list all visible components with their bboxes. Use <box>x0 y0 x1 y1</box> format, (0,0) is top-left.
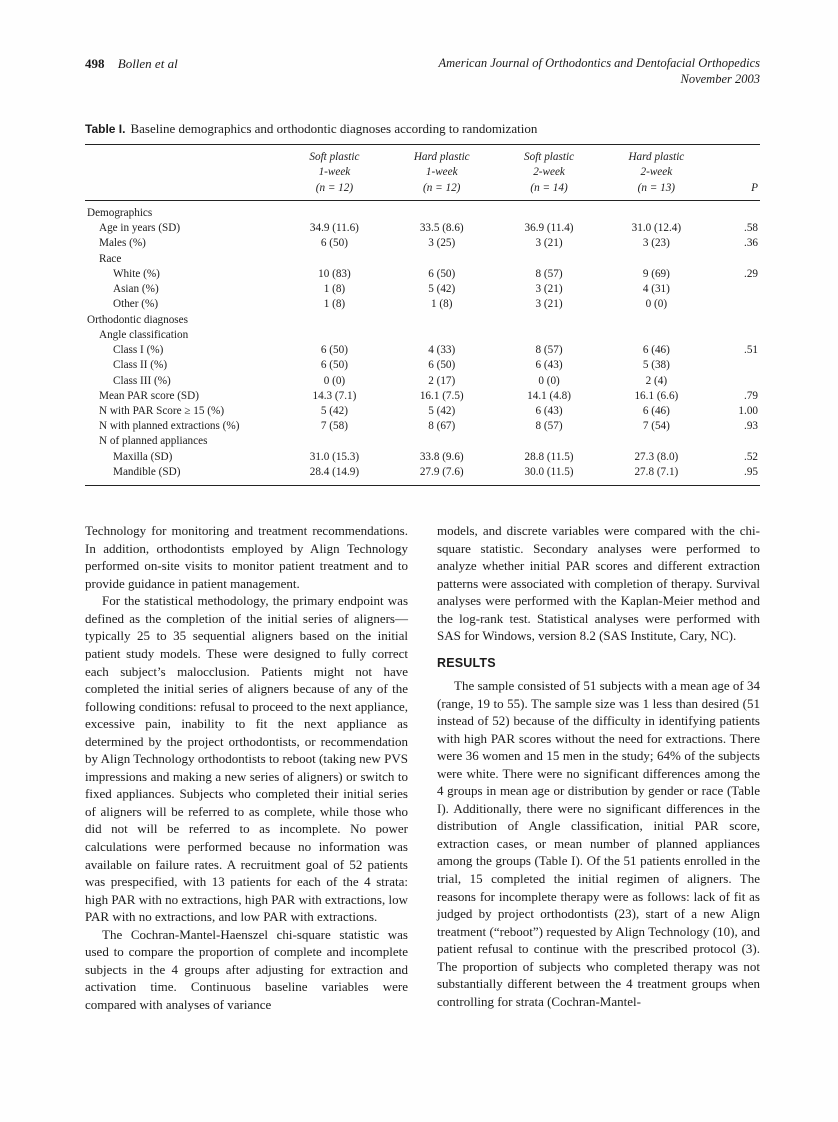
table-corner-cell <box>85 145 281 201</box>
page-header-left <box>85 56 178 72</box>
table-row-label: Maxilla (SD) <box>113 450 173 463</box>
table-cell <box>388 252 495 267</box>
table-cell <box>603 434 710 449</box>
table-cell: 7 (54) <box>642 420 670 433</box>
table-p-value: .58 <box>744 222 758 235</box>
table-cell: 6 (46) <box>642 405 670 417</box>
table-p-value: .51 <box>744 344 758 357</box>
table-cell: 36.9 (11.4) <box>524 222 574 235</box>
text-column-right <box>437 522 760 1013</box>
table-cell <box>281 434 388 449</box>
table-cell <box>603 252 710 267</box>
table-cell: 3 (21) <box>535 283 563 296</box>
table-column-header: Soft plastic 2-week (n = 14) <box>524 151 575 194</box>
table-p-value: .79 <box>744 389 758 402</box>
table-p-value: .52 <box>744 450 758 463</box>
table-cell: 27.9 (7.6) <box>419 465 464 478</box>
table-cell <box>495 200 602 221</box>
table-cell: 31.0 (15.3) <box>309 450 360 463</box>
table-row <box>85 419 760 434</box>
table-cell <box>603 328 710 343</box>
table-cell: 6 (50) <box>320 237 348 250</box>
table-row <box>85 282 760 297</box>
table-cell: 3 (25) <box>428 237 456 250</box>
table-cell: 5 (42) <box>428 283 456 296</box>
table-cell: 6 (46) <box>642 344 670 357</box>
issue-date: November 2003 <box>680 71 760 86</box>
section-heading: RESULTS <box>437 656 496 670</box>
paragraph: models, and discrete variables were compared with the chi-square statistic. Secondary analyses were performed to analyze whether initial PAR scores and different extraction patterns were associated with completion of therapy. Survival analyses were performed with the Kaplan-Meier method and the log-rank test. Statistical analyses were performed with SAS for Windows, version 8.2 (SAS Institute, Cary, NC). <box>437 523 760 644</box>
table-p-value: .95 <box>744 465 758 478</box>
table-header <box>85 145 760 201</box>
table-header-row <box>85 145 760 201</box>
table-cell: 10 (83) <box>318 267 351 280</box>
table-cell <box>281 328 388 343</box>
table-row-label: Demographics <box>87 206 153 219</box>
table-cell: 16.1 (7.5) <box>419 389 464 402</box>
table-cell: 9 (69) <box>642 267 670 280</box>
table-row-label: Class II (%) <box>113 359 168 372</box>
table-row-label: Age in years (SD) <box>99 222 181 235</box>
table-row-label: Other (%) <box>113 298 159 311</box>
table-label: Table I. <box>85 122 126 137</box>
table-cell <box>388 313 495 328</box>
table-p-value <box>710 200 760 221</box>
table-cell: 7 (58) <box>320 420 348 433</box>
table-p-value: .29 <box>744 267 758 280</box>
table-row <box>85 313 760 328</box>
table-cell: 3 (23) <box>642 237 670 250</box>
table-row <box>85 236 760 251</box>
running-header <box>85 56 760 87</box>
table-cell: 6 (43) <box>535 359 563 372</box>
table-cell: 33.8 (9.6) <box>419 450 464 463</box>
demographics-table <box>85 144 760 486</box>
table-cell: 28.4 (14.9) <box>309 465 360 478</box>
table-row-label: Mean PAR score (SD) <box>99 389 199 402</box>
table-row <box>85 252 760 267</box>
table-p-value <box>710 282 760 297</box>
table-cell: 3 (21) <box>535 237 563 250</box>
article-body <box>85 522 760 1013</box>
table-block <box>85 121 760 486</box>
table-cell: 16.1 (6.6) <box>634 389 679 402</box>
table-cell: 6 (50) <box>320 344 348 357</box>
table-p-value <box>710 313 760 328</box>
table-cell <box>388 434 495 449</box>
table-cell: 4 (31) <box>642 283 670 296</box>
table-cell <box>495 252 602 267</box>
table-p-value <box>710 374 760 389</box>
table-row <box>85 267 760 282</box>
table-cell <box>388 200 495 221</box>
table-row <box>85 450 760 465</box>
table-p-value <box>710 434 760 449</box>
table-row <box>85 389 760 404</box>
table-row <box>85 297 760 312</box>
table-cell <box>603 313 710 328</box>
table-row-label: Males (%) <box>99 237 146 250</box>
table-cell: 1 (8) <box>431 298 453 311</box>
table-cell: 28.8 (11.5) <box>524 450 574 463</box>
table-p-value: .36 <box>744 237 758 250</box>
table-cell: 3 (21) <box>535 298 563 311</box>
table-cell: 0 (0) <box>645 298 668 311</box>
table-cell: 33.5 (8.6) <box>419 222 464 235</box>
table-column-header: Hard plastic 1-week (n = 12) <box>413 151 470 194</box>
table-row <box>85 374 760 389</box>
table-row-label: Mandible (SD) <box>113 465 181 478</box>
table-cell: 4 (33) <box>428 344 456 357</box>
table-row-label: Angle classification <box>99 328 189 341</box>
table-cell: 27.3 (8.0) <box>634 450 679 463</box>
table-column-header: Hard plastic 2-week (n = 13) <box>628 151 685 194</box>
table-row <box>85 200 760 221</box>
table-row-label: Class III (%) <box>113 374 171 387</box>
page-header-right <box>439 56 761 87</box>
table-cell: 34.9 (11.6) <box>309 222 359 235</box>
table-row-label: N with PAR Score ≥ 15 (%) <box>99 405 225 417</box>
table-row <box>85 358 760 373</box>
table-cell: 2 (17) <box>428 374 456 387</box>
table-cell <box>388 328 495 343</box>
table-cell: 14.3 (7.1) <box>312 389 357 402</box>
page-number: 498 <box>85 56 105 71</box>
table-cell: 14.1 (4.8) <box>527 389 571 402</box>
table-cell: 31.0 (12.4) <box>631 222 682 235</box>
paragraph: The sample consisted of 51 subjects with a mean age of 34 (range, 19 to 55). The sample size was 1 less than desired (51 instead of 52) because of the difficulty in identifying patients with high PAR scores without the need for extractions. There were 36 women and 15 men in the study; 64% of the subjects were white. There were no significant differences among the 4 groups in mean age or distribution by gender or race (Table I). Additionally, there were no significant differences in the distribution of Angle classification, initial PAR score, extraction cases, or mean number of planned appliances among the groups (Table I). Of the 51 patients enrolled in the trial, 15 completed the initial regimen of aligners. The reasons for incomplete therapy were as follows: lack of fit as judged by project orthodontists (23), start of a new Align treatment (“reboot”) requested by Align Technology (10), and patient refusal to continue with the prescribed protocol (3). The proportion of subjects who completed therapy was not substantially different between the 4 treatment groups when controlling for strata (Cochran-Mantel- <box>437 678 760 1009</box>
paragraph: For the statistical methodology, the primary endpoint was defined as the completion of the initial series of aligners—typically 25 to 35 sequential aligners based on the initial patient study models. These were designed to fully correct each subject’s malocclusion. Patients might not have completed the initial series of aligners because of any of the following conditions: refusal to proceed to the next appliance, excessive pain, inability to fit the next appliance as determined by the project orthodontists, or recommendation by Align Technology orthodontists to reboot (taking new PVS impressions and making a new series of aligners) or switch to fixed appliances. Subjects who completed their initial series of aligners will be referred to as complete, while those who did not will be referred to as incomplete. No power calculations were performed because no information was available on failure rates. A recruitment goal of 52 patients was prespecified, with 13 patients for each of the 4 strata: high PAR with no extractions, high PAR with extractions, low PAR with no extractions, and low PAR with extractions. <box>85 593 408 925</box>
table-row <box>85 221 760 236</box>
table-row-label: N of planned appliances <box>99 435 208 448</box>
journal-title: American Journal of Orthodontics and Dentofacial Orthopedics <box>438 56 760 70</box>
table-column-header: Soft plastic 1-week (n = 12) <box>309 151 360 194</box>
table-cell: 6 (50) <box>428 359 456 372</box>
table-cell: 27.8 (7.1) <box>634 465 679 478</box>
paragraph: The Cochran-Mantel-Haenszel chi-square statistic was used to compare the proportion of complete and incomplete subjects in the 4 groups after adjusting for extraction and activation time. Continuous baseline variables were compared with analyses of variance <box>85 926 408 1012</box>
table-p-value <box>710 358 760 373</box>
table-cell: 8 (57) <box>535 267 563 280</box>
running-authors: Bollen et al <box>117 56 178 71</box>
text-column-left <box>85 522 408 1013</box>
table-cell: 8 (67) <box>428 420 456 433</box>
table-row <box>85 465 760 486</box>
paragraph: Technology for monitoring and treatment recommendations. In addition, orthodontists employed by Align Technology performed on-site visits to monitor patient treatment and to provide guidance in patient management. <box>85 523 408 591</box>
table-row <box>85 343 760 358</box>
table-cell: 5 (42) <box>320 405 348 417</box>
table-cell <box>603 200 710 221</box>
table-cell <box>281 313 388 328</box>
table-cell: 30.0 (11.5) <box>524 465 574 478</box>
table-cell <box>281 200 388 221</box>
table-p-value <box>710 297 760 312</box>
table-cell: 6 (50) <box>320 359 348 372</box>
table-row-label: N with planned extractions (%) <box>99 420 240 433</box>
table-p-value: 1.00 <box>738 405 758 417</box>
table-cell: 0 (0) <box>538 374 560 387</box>
table-cell: 0 (0) <box>323 374 346 387</box>
table-row <box>85 404 760 419</box>
table-cell: 8 (57) <box>535 420 563 433</box>
table-cell: 1 (8) <box>323 298 346 311</box>
table-p-value <box>710 252 760 267</box>
table-row-label: Asian (%) <box>113 283 159 296</box>
table-row-label: Orthodontic diagnoses <box>87 313 188 326</box>
table-cell: 6 (50) <box>428 267 456 280</box>
table-row-label: Race <box>99 252 122 265</box>
table-cell <box>281 252 388 267</box>
table-cell <box>495 313 602 328</box>
table-caption-text: Baseline demographics and orthodontic diagnoses according to randomization <box>130 121 538 137</box>
table-cell: 2 (4) <box>645 374 668 387</box>
table-cell: 8 (57) <box>535 344 563 357</box>
table-row-label: White (%) <box>113 267 160 280</box>
table-cell <box>495 434 602 449</box>
table-caption <box>85 121 760 137</box>
table-row <box>85 328 760 343</box>
table-row-label: Class I (%) <box>113 344 164 357</box>
table-body <box>85 200 760 485</box>
table-cell: 5 (42) <box>428 405 456 417</box>
table-p-value <box>710 328 760 343</box>
table-cell: 1 (8) <box>323 283 346 296</box>
table-p-value: .93 <box>744 420 758 433</box>
table-cell: 5 (38) <box>642 359 670 372</box>
table-cell <box>495 328 602 343</box>
table-cell: 6 (43) <box>535 405 563 417</box>
table-column-header: P <box>751 181 758 194</box>
table-row <box>85 434 760 449</box>
